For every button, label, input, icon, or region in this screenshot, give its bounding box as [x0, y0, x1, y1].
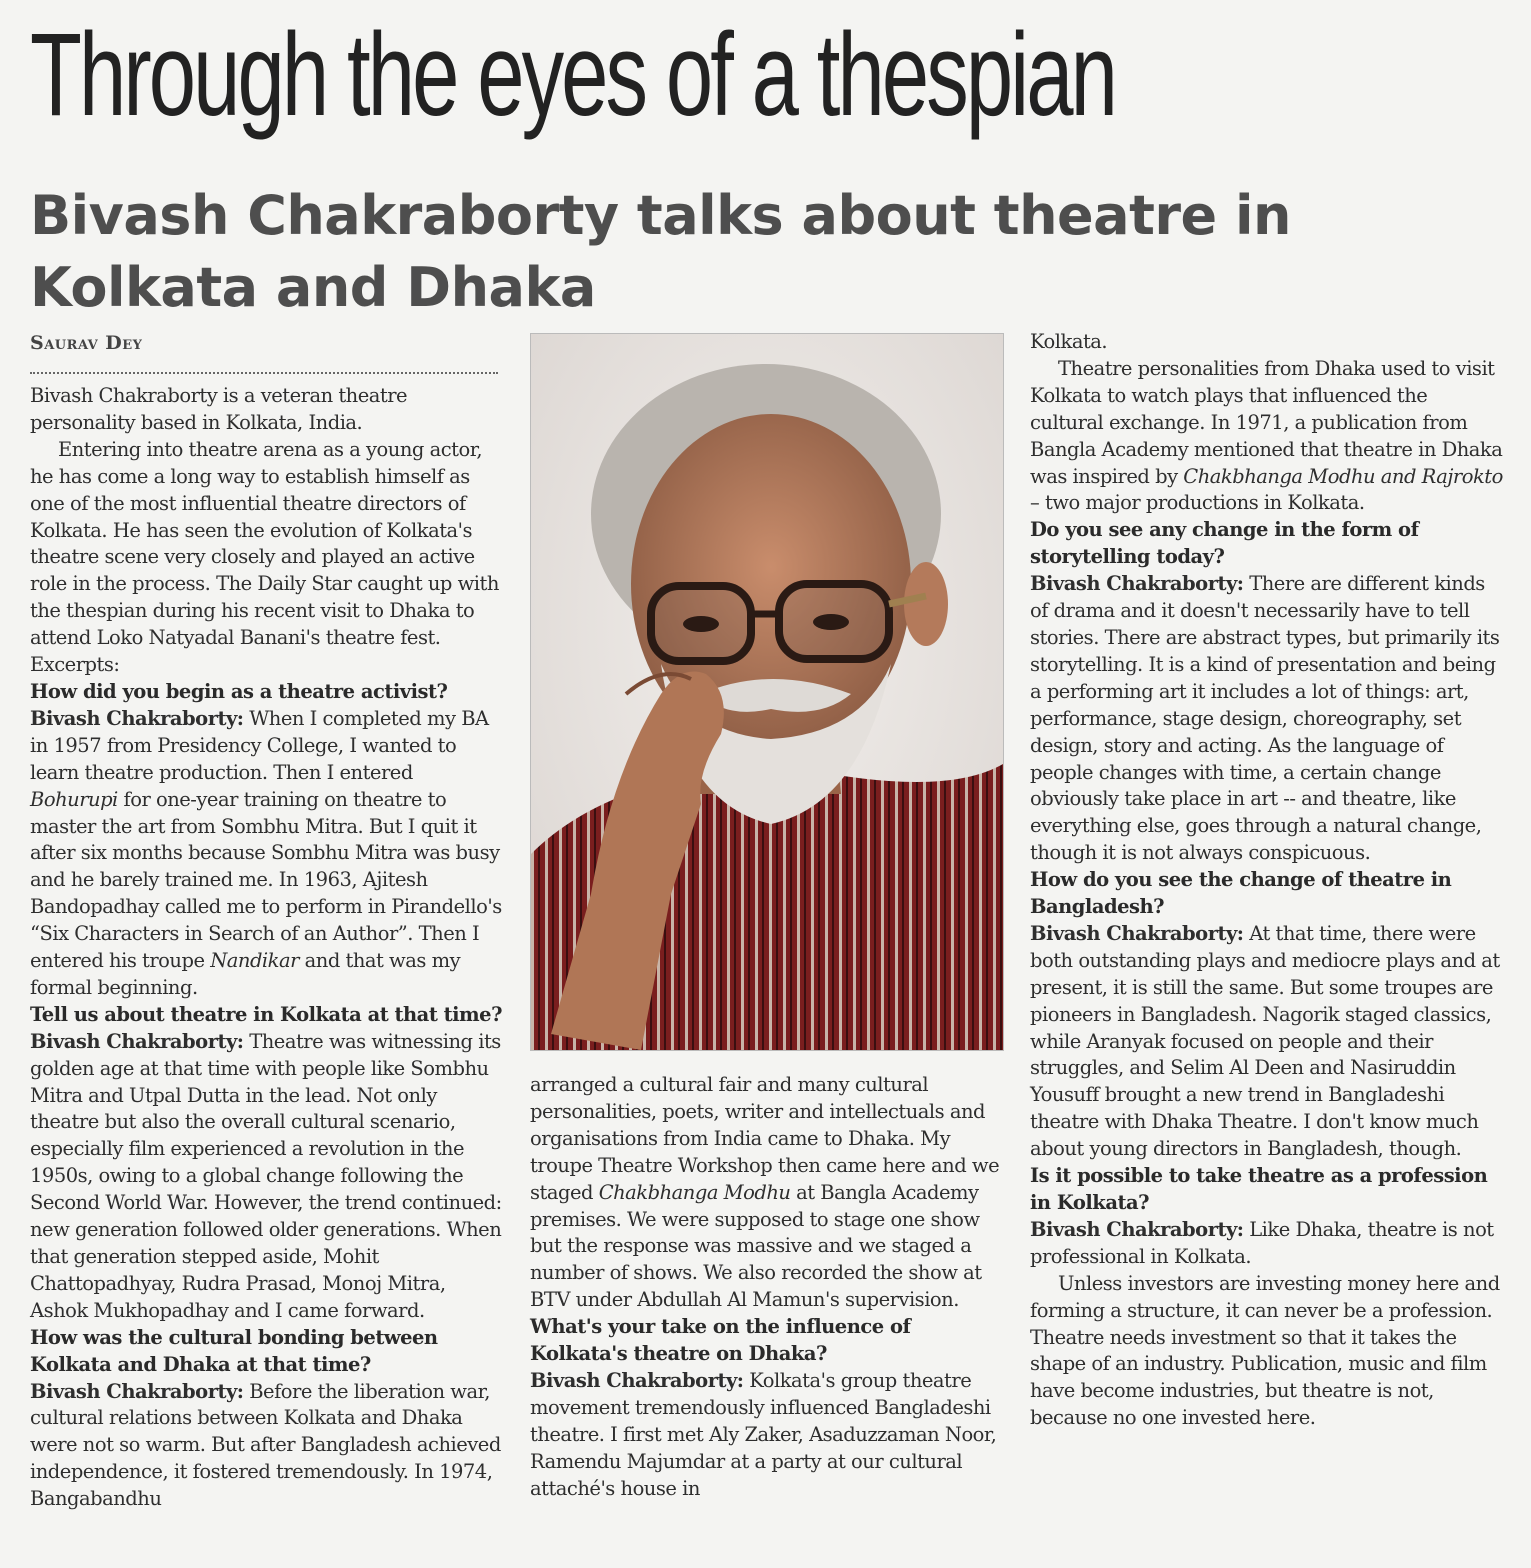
answer-text: Kolkata's group theatre movement tremendously influenced Bangladeshi theatre. I first met Aly Zaker, Asaduzzaman Noor, Ramendu Majumdar at a party at our cultural attaché's house in: [530, 1368, 997, 1500]
answer: [1030, 921, 1505, 1163]
speaker-label: Bivash Chakraborty:: [30, 706, 244, 730]
headline: Through the eyes of a thespian: [30, 9, 1115, 141]
article-column-1: [30, 383, 505, 1513]
portrait-illustration: [531, 334, 1003, 1050]
article-column-2: [530, 1072, 1005, 1503]
question: How did you begin as a theatre activist?: [30, 679, 448, 703]
answer: [30, 706, 505, 1002]
answer-text: Theatre was witnessing its golden age at that time with people like Sombhu Mitra and Utpal Dutta in the lead. Not only theatre but also the overall cultural scenario, especially film experienced a revolution in the 1950s, owing to a global change following the Second World War. However, the trend continued: new generation followed older generations. When that generation stepped aside, Mohit Chattopadhyay, Rudra Prasad, Monoj Mitra, Ashok Mukhopadhay and I came forward.: [30, 1029, 502, 1322]
question: Tell us about theatre in Kolkata at that time?: [30, 1002, 502, 1026]
answer-text: There are different kinds of drama and it doesn't necessarily have to tell stories. There are abstract types, but primarily its storytelling. It is a kind of presentation and being a performing art it includes a lot of things: art, performance, stage design, choreography, set design, story and acting. As the language of people changes with time, a certain change obviously take place in art -- and theatre, like everything else, goes through a natural change, though it is not always conspicuous.: [1030, 572, 1500, 865]
answer-text: arranged a cultural fair and many cultural personalities, poets, writer and intellectuals and organisations from India came to Dhaka. My troupe Theatre Workshop then came here and we staged: [530, 1073, 1000, 1204]
answer: [1030, 1217, 1505, 1271]
answer: [30, 1029, 505, 1325]
speaker-label: Bivash Chakraborty:: [1030, 921, 1244, 945]
byline-divider: [30, 372, 498, 374]
portrait-photo: [530, 333, 1004, 1051]
production-title: Chakbhanga Modhu: [598, 1180, 791, 1204]
speaker-label: Bivash Chakraborty:: [30, 1029, 244, 1053]
answer-continued: Kolkata.: [1030, 330, 1108, 353]
answer-text: – two major productions in Kolkata.: [1030, 491, 1365, 515]
answer-text: Like Dhaka, theatre is not professional in Kolkata.: [1030, 1217, 1494, 1268]
speaker-label: Bivash Chakraborty:: [1030, 572, 1244, 596]
answer: [530, 1368, 1005, 1503]
answer-continued: [1030, 356, 1505, 517]
answer-text: When I completed my BA in 1957 from Presidency College, I wanted to learn theatre production. Then I entered: [30, 706, 489, 784]
question: Do you see any change in the form of storytelling today?: [1030, 518, 1419, 569]
speaker-label: Bivash Chakraborty:: [530, 1368, 744, 1392]
article-column-3: [1030, 329, 1505, 1432]
speaker-label: Bivash Chakraborty:: [30, 1379, 244, 1403]
answer-text: at Bangla Academy premises. We were supposed to stage one show but the response was massive and we staged a number of shows. We also recorded the show at BTV under Abdullah Al Mamun's supervision.: [530, 1180, 982, 1312]
answer: [30, 1379, 505, 1514]
speaker-label: Bivash Chakraborty:: [1030, 1217, 1244, 1241]
byline: Saurav Dey: [30, 332, 143, 354]
subheadline: Bivash Chakraborty talks about theatre in Kolkata and Dhaka: [30, 184, 1291, 319]
question: How was the cultural bonding between Kolkata and Dhaka at that time?: [30, 1325, 438, 1376]
troupe-name: Bohurupi: [30, 787, 118, 811]
question: What's your take on the influence of Kolkata's theatre on Dhaka?: [530, 1315, 911, 1366]
production-title: Chakbhanga Modhu and Rajrokto: [1183, 464, 1503, 488]
question: How do you see the change of theatre in Bangladesh?: [1030, 868, 1452, 919]
intro-paragraph: Bivash Chakraborty is a veteran theatre personality based in Kolkata, India.: [30, 384, 408, 434]
answer-text: Before the liberation war, cultural relations between Kolkata and Dhaka were not so warm. But after Bangladesh achieved independence, it fostered tremendously. In 1974, Bangabandhu: [30, 1379, 501, 1511]
answer-continued: [530, 1072, 1005, 1314]
answer: [1030, 571, 1505, 867]
answer-paragraph: Unless investors are investing money here and forming a structure, it can never be a profession. Theatre needs investment so that it takes the shape of an industry. Publication, music and film have become industries, but theatre is not, because no one invested here.: [1030, 1271, 1500, 1430]
answer-text: and that was my formal beginning.: [30, 949, 461, 999]
question: Is it possible to take theatre as a profession in Kolkata?: [1030, 1164, 1488, 1214]
answer-text: for one-year training on theatre to master the art from Sombhu Mitra. But I quit it after six months because Sombhu Mitra was busy and he barely trained me. In 1963, Ajitesh Bandopadhay called me to perform in Pirandello's “Six Characters in Search of an Author”. Then I entered his troupe: [30, 787, 502, 973]
troupe-name: Nandikar: [210, 949, 299, 973]
intro-paragraph-2: Entering into theatre arena as a young actor, he has come a long way to establish himself as one of the most influential theatre directors of Kolkata. He has seen the evolution of Kolkata's theatre scene very closely and played an active role in the process. The Daily Star caught up with the thespian during his recent visit to Dhaka to attend Loko Natyadal Banani's theatre fest. Excerpts:: [30, 437, 499, 677]
answer-text: At that time, there were both outstanding plays and mediocre plays and at present, it is still the same. But some troupes are pioneers in Bangladesh. Nagorik staged classics, while Aranyak focused on people and their struggles, and Selim Al Deen and Nasiruddin Yousuff brought a new trend in Bangladeshi theatre with Dhaka Theatre. I don't know much about young directors in Bangladesh, though.: [1030, 921, 1500, 1161]
answer-text: Theatre personalities from Dhaka used to visit Kolkata to watch plays that influenced the cultural exchange. In 1971, a publication from Bangla Academy mentioned that theatre in Dhaka was inspired by: [1030, 356, 1503, 488]
